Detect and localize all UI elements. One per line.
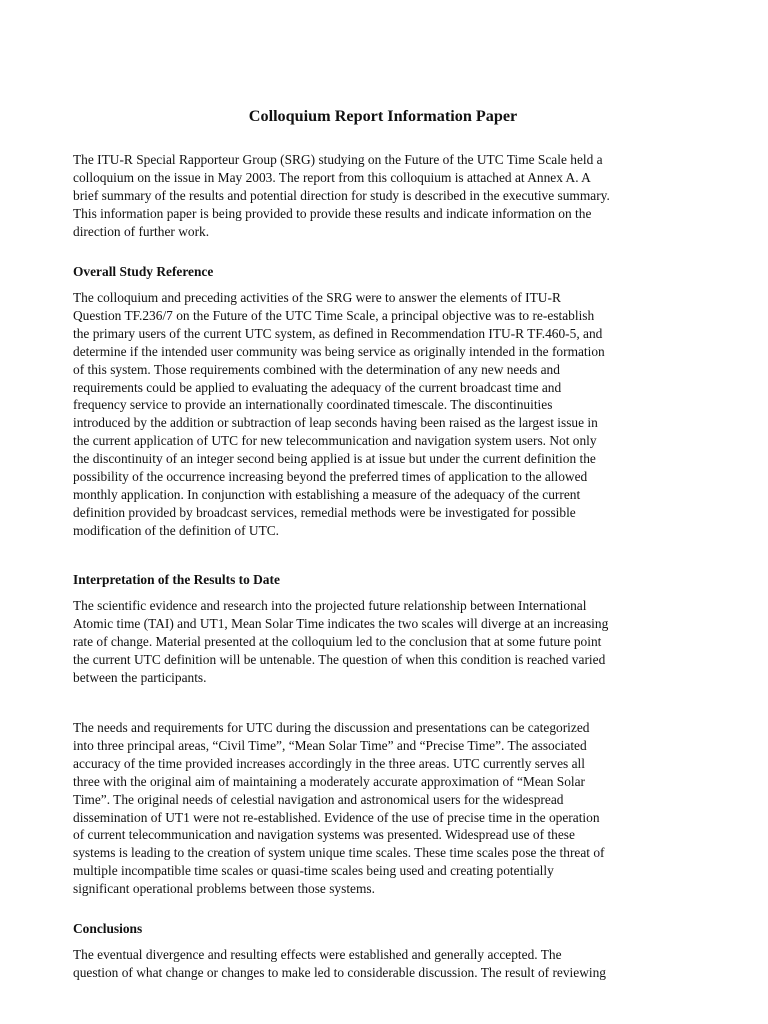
text-line: three with the original aim of maintaining a moderately accurate approximation of “Mean Solar — [73, 773, 586, 789]
text-line: dissemination of UT1 were not re-established. Evidence of the use of precise time in the operation — [73, 809, 600, 825]
section-heading-interpretation: Interpretation of the Results to Date — [73, 572, 280, 587]
section-heading-conclusions: Conclusions — [73, 921, 143, 936]
text-line: brief summary of the results and potential direction for study is described in the executive summary. — [73, 187, 610, 203]
interpretation-paragraph-2 — [73, 719, 605, 898]
text-line: This information paper is being provided to provide these results and indicate information on the — [73, 205, 592, 221]
text-line: The eventual divergence and resulting effects were established and generally accepted. The — [73, 947, 562, 962]
text-line: determine if the intended user community was being service as originally intended in the formation — [73, 343, 605, 359]
text-line: of this system. Those requirements combined with the determination of any new needs and — [73, 361, 560, 377]
text-line: between the participants. — [73, 669, 207, 685]
text-line: introduced by the addition or subtraction of leap seconds having been raised as the largest issue in — [73, 415, 598, 431]
text-line: Question TF.236/7 on the Future of the UTC Time Scale, a principal objective was to re-establish — [73, 307, 595, 323]
overall-study-paragraph — [73, 289, 605, 540]
text-line: The ITU-R Special Rapporteur Group (SRG) studying on the Future of the UTC Time Scale held a — [73, 152, 603, 167]
intro-paragraph — [73, 151, 610, 241]
document-title: Colloquium Report Information Paper — [248, 107, 518, 125]
text-line: direction of further work. — [73, 223, 210, 239]
text-line: accuracy of the time provided increases accordingly in the three areas. UTC currently serves all — [73, 755, 585, 771]
text-line: significant operational problems between those systems. — [73, 881, 375, 897]
conclusions-paragraph — [73, 946, 606, 982]
text-line: rate of change. Material presented at the colloquium led to the conclusion that at some future point — [73, 633, 602, 649]
text-line: the discontinuity of an integer second being applied is at issue but under the current definition the — [73, 451, 596, 467]
text-line: the primary users of the current UTC system, as defined in Recommendation ITU-R TF.460-5, and — [73, 325, 603, 341]
text-line: into three principal areas, “Civil Time”, “Mean Solar Time” and “Precise Time”. The associated — [73, 737, 587, 753]
text-line: The scientific evidence and research into the projected future relationship between International — [73, 598, 587, 613]
text-line: requirements could be applied to evaluating the adequacy of the current broadcast time and — [73, 379, 562, 395]
text-line: The colloquium and preceding activities of the SRG were to answer the elements of ITU-R — [73, 290, 561, 305]
text-line: the current application of UTC for new telecommunication and navigation system users. Not only — [73, 433, 597, 449]
text-line: Time”. The original needs of celestial navigation and astronomical users for the widespread — [73, 791, 564, 807]
text-line: the current UTC definition will be untenable. The question of when this condition is reached varied — [73, 651, 606, 667]
text-line: frequency service to provide an internationally coordinated timescale. The discontinuities — [73, 397, 553, 413]
text-line: modification of the definition of UTC. — [73, 522, 280, 538]
section-heading-overall-study-reference: Overall Study Reference — [73, 264, 214, 279]
text-line: The needs and requirements for UTC during the discussion and presentations can be categorized — [73, 720, 590, 735]
text-line: monthly application. In conjunction with establishing a measure of the adequacy of the current — [73, 486, 581, 502]
text-line: definition provided by broadcast services, remedial methods were be investigated for possible — [73, 504, 576, 520]
text-line: Atomic time (TAI) and UT1, Mean Solar Time indicates the two scales will diverge at an increasing — [73, 615, 609, 631]
text-line: of current telecommunication and navigation systems was presented. Widespread use of these — [73, 827, 575, 843]
text-line: systems is leading to the creation of system unique time scales. These time scales pose the threat of — [73, 845, 605, 861]
text-line: question of what change or changes to make led to considerable discussion. The result of reviewing — [73, 964, 606, 980]
interpretation-paragraph-1 — [73, 597, 608, 687]
text-line: multiple incompatible time scales or quasi-time scales being used and creating potentially — [73, 863, 554, 879]
text-line: possibility of the occurrence increasing beyond the preferred times of application to the allowed — [73, 469, 588, 485]
text-line: colloquium on the issue in May 2003. The report from this colloquium is attached at Annex A. A — [73, 169, 591, 185]
